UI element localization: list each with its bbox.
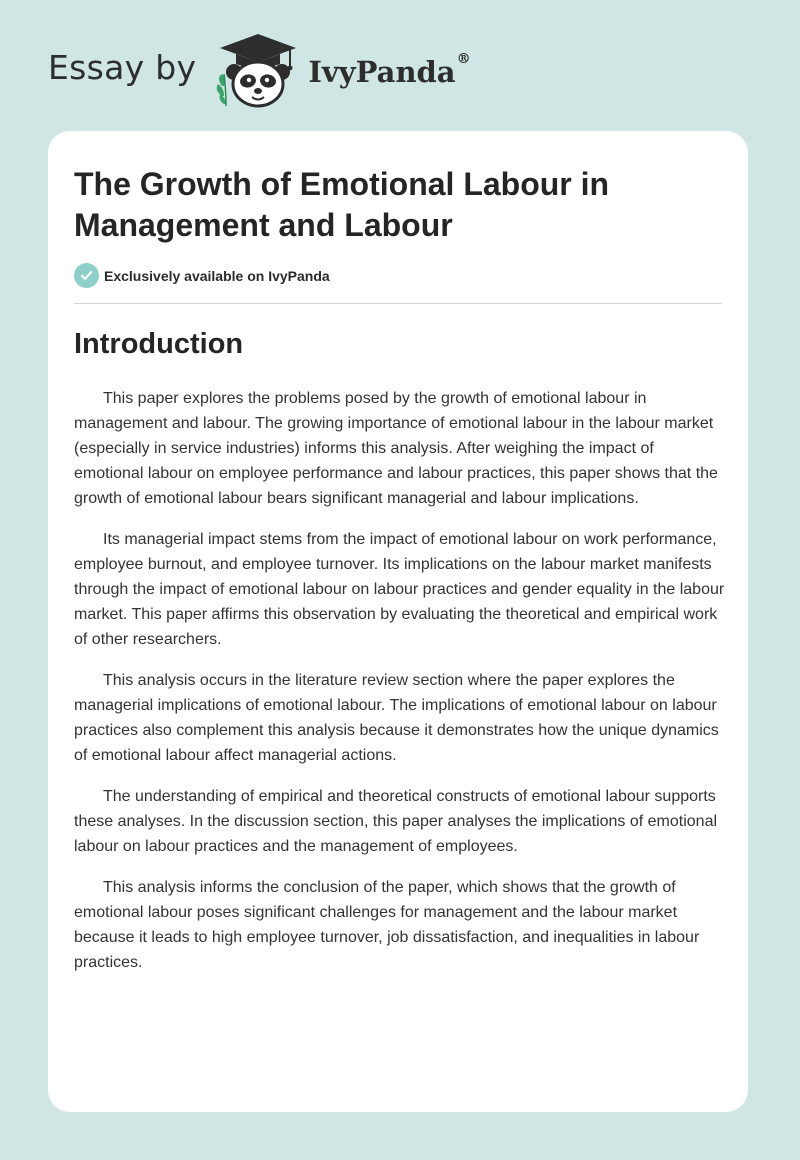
registered-mark: ® — [456, 51, 471, 67]
paragraph: This analysis informs the conclusion of the paper, which shows that the growth of emotional labour poses significant challenges for management and the labour market because it leads to high employee turnover, job dissatisfaction, and inequalities in labour practices. — [74, 879, 700, 971]
exclusive-label: Exclusively available on IvyPanda — [104, 267, 330, 284]
article-body — [74, 386, 726, 991]
ivypanda-logo-icon[interactable] — [212, 30, 304, 110]
divider — [74, 303, 722, 304]
paragraph: This analysis occurs in the literature review section where the paper explores the managerial implications of emotional labour. The implications of emotional labour on labour practices also complement this analysis because it demonstrates how the unique dynamics of emotional labour affect managerial actions. — [74, 672, 719, 764]
essay-card — [48, 131, 748, 1112]
page-title: The Growth of Emotional Labour in Management and Labour — [74, 166, 610, 243]
site-header — [48, 30, 471, 110]
brand-name: IvyPanda® — [308, 51, 471, 89]
paragraph: The understanding of empirical and theoretical constructs of emotional labour supports these analyses. In the discussion section, this paper analyses the implications of emotional labour on labour practices and the management of employees. — [74, 788, 718, 855]
brand-prefix: Essay by — [48, 47, 197, 87]
check-icon — [74, 263, 99, 288]
exclusive-notice — [74, 263, 330, 288]
paragraph: Its managerial impact stems from the impact of emotional labour on work performance, employee burnout, and employee turnover. Its implications on the labour market manifests through the impact of emotional labour on labour practices and gender equality in the labour market. This paper affirms this observation by evaluating the theoretical and empirical work of other researchers. — [74, 531, 725, 648]
paragraph: This paper explores the problems posed by the growth of emotional labour in management and labour. The growing importance of emotional labour in the labour market (especially in service industries) informs this analysis. After weighing the impact of emotional labour on employee performance and labour practices, this paper shows that the growth of emotional labour bears significant managerial and labour implications. — [74, 390, 718, 507]
section-heading: Introduction — [74, 328, 244, 360]
